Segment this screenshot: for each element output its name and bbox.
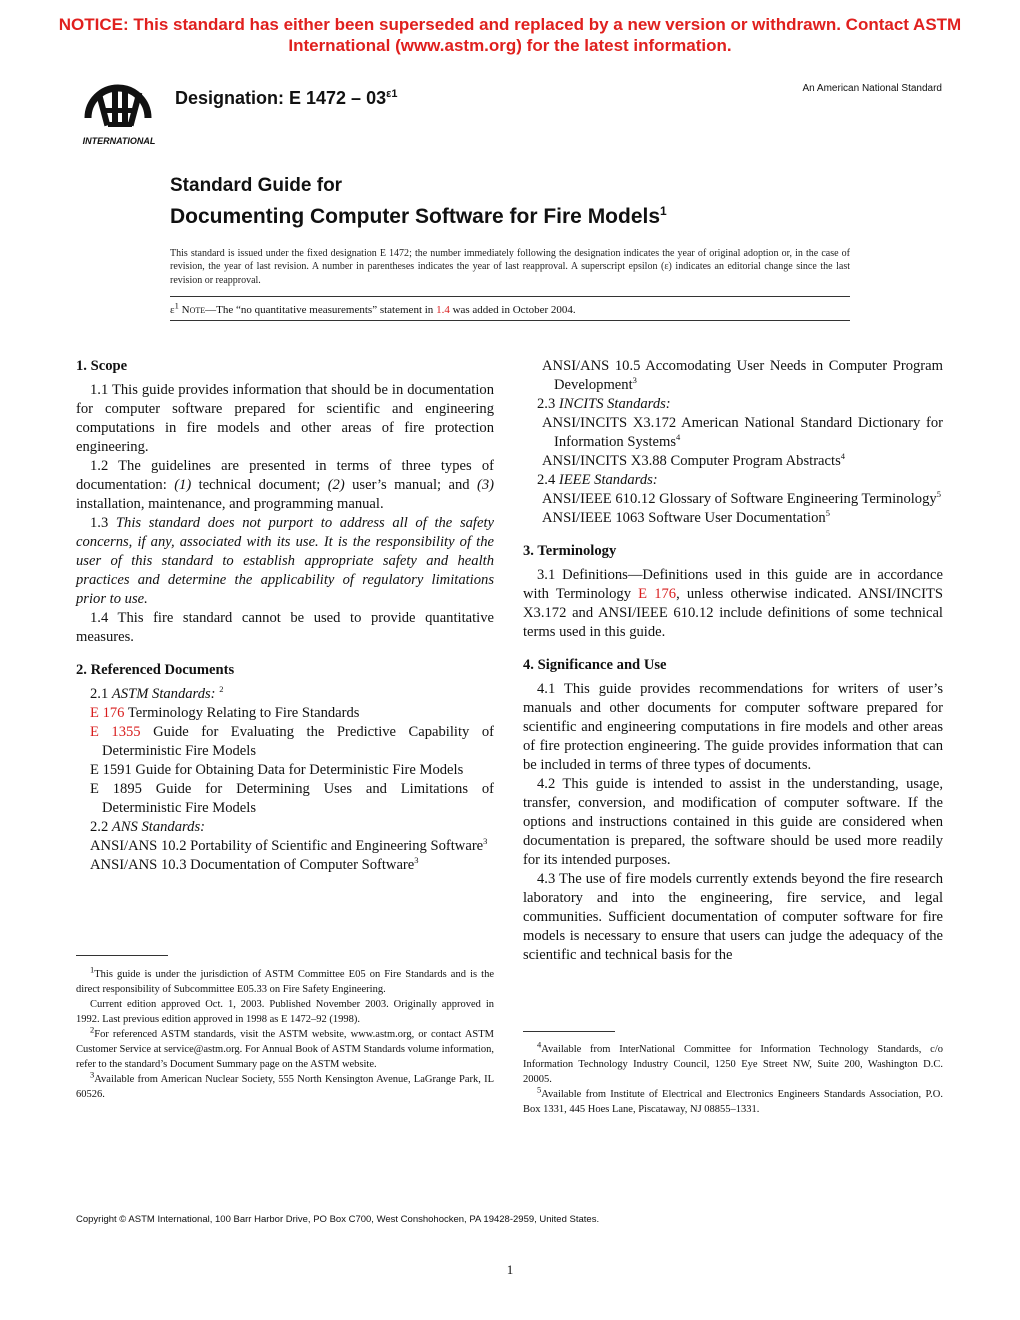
- footnote-text: For referenced ASTM standards, visit the ASTM website, www.astm.org, or contact ASTM Customer Service at service@astm.org. For Annual Book of ASTM Standards volume information, refer to the standard’s Document Summary page on the ASTM website.: [76, 1029, 494, 1070]
- paragraph-4-1: 4.1 This guide provides recommendations for writers of user’s manuals and other documents for computer software prepared for scientific and engineering computations in fire models and other areas of fire protection engineering. The guide provides information that can be included in terms of three types of documents.: [523, 681, 943, 773]
- paragraph-1-4: 1.4 This fire standard cannot be used to provide quantitative measures.: [76, 610, 494, 645]
- footnote-text: Available from InterNational Committee for Information Technology Standards, c/o Information Technology Industry Council, 1250 Eye Street NW, Suite 200, Washington D.C. 20005.: [523, 1044, 943, 1085]
- notice-line-2: International (www.astm.org) for the latest information.: [288, 36, 732, 55]
- issued-text-a: This standard is issued under the fixed designation: [170, 248, 380, 259]
- ans-standards-label: [76, 818, 494, 837]
- astm-logo: [78, 80, 160, 148]
- astm-standards-label: [76, 685, 494, 704]
- terminology-link[interactable]: E 176: [638, 586, 677, 602]
- footnote-ref: 3: [414, 855, 419, 866]
- note-label: Note: [181, 304, 206, 316]
- paragraph-1-3: [76, 514, 494, 609]
- ans-label: An American National Standard: [802, 83, 942, 94]
- footnote-number: 3: [90, 1069, 95, 1080]
- reference-text: ANSI/IEEE 610.12 Glossary of Software Engineering Terminology: [542, 491, 937, 507]
- epsilon-sup: 1: [174, 300, 179, 311]
- footnote-ref: 3: [483, 836, 488, 847]
- astm-label: ASTM Standards:: [111, 686, 216, 702]
- footnote-text: Available from Institute of Electrical and Electronics Engineers Standards Association, P.O. Box 1331, 445 Hoes Lane, Piscataway, NJ 08855–1331.: [523, 1089, 943, 1115]
- issued-designation: E 1472: [379, 248, 410, 259]
- reference-item: [523, 490, 943, 509]
- title-footnote-ref[interactable]: 1: [660, 204, 667, 218]
- p2-text: installation, maintenance, and programming manual.: [76, 496, 384, 512]
- ieee-standards-label: [523, 471, 943, 490]
- divider: [170, 320, 850, 321]
- right-column: [523, 357, 943, 965]
- footnote-ref: 4: [840, 451, 845, 462]
- copyright: Copyright © ASTM International, 100 Barr Harbor Drive, PO Box C700, West Conshohocken, PA 19428-2959, United States.: [76, 1214, 600, 1225]
- section-heading-terminology: 3. Terminology: [523, 543, 617, 559]
- section-heading-referenced: 2. Referenced Documents: [76, 662, 235, 678]
- divider: [170, 296, 850, 297]
- p2-text: technical document;: [191, 477, 328, 493]
- reference-link[interactable]: E 176: [90, 705, 125, 721]
- reference-text: ANSI/IEEE 1063 Software User Documentation: [542, 510, 826, 526]
- p-text: 3.1 Definitions—Definitions used in this guide are in accordance with Terminology: [523, 567, 943, 602]
- paragraph-1-2: [76, 457, 494, 514]
- title-text: Documenting Computer Software for Fire Models: [170, 205, 661, 228]
- p2-text: user’s manual; and: [344, 477, 477, 493]
- footnote-ref: 4: [676, 432, 681, 443]
- reference-item: [523, 414, 943, 452]
- footnote-number: 5: [537, 1084, 542, 1095]
- incits-num: 2.3: [537, 396, 559, 412]
- reference-text: ANSI/ANS 10.5 Accomodating User Needs in Computer Program Development: [542, 358, 943, 393]
- ans-num: 2.2: [90, 819, 112, 835]
- footnotes-right: [523, 1039, 943, 1117]
- reference-text: ANSI/ANS 10.3 Documentation of Computer Software: [90, 857, 415, 873]
- incits-standards-label: [523, 395, 943, 414]
- reference-item: [76, 723, 494, 761]
- note-text-a: —The “no quantitative measurements” statement in: [205, 304, 437, 316]
- left-column: [76, 357, 494, 875]
- p2-num: (2): [327, 477, 345, 493]
- reference-text: Guide for Evaluating the Predictive Capability of Deterministic Fire Models: [102, 724, 494, 759]
- reference-text: ANSI/INCITS X3.88 Computer Program Abstracts: [542, 453, 841, 469]
- title-line-2: [170, 198, 667, 230]
- epsilon-mark: ε: [170, 304, 175, 316]
- designation-label: Designation: E 1472 – 03: [175, 88, 387, 108]
- footnotes-left: [76, 964, 494, 1102]
- reference-item: [76, 704, 494, 723]
- p2-text: 1.2 The guidelines are presented in terms of three types of documentation:: [76, 458, 494, 493]
- section-heading-significance: 4. Significance and Use: [523, 657, 667, 673]
- footnote-number: 4: [537, 1039, 542, 1050]
- logo-text: INTERNATIONAL: [82, 136, 156, 146]
- title-line-1: Standard Guide for: [170, 175, 343, 196]
- reference-item: [523, 452, 943, 471]
- paragraph-3-1: [523, 566, 943, 642]
- p3-text: This standard does not purport to address all of the safety concerns, if any, associated with its use. It is the responsibility of the user of this standard to establish appropriate safety and health practices and determine the applicability of regulatory limitations prior to use.: [76, 515, 494, 607]
- reference-text: ANSI/INCITS X3.172 American National Standard Dictionary for Information Systems: [542, 415, 943, 450]
- astm-sup: 2: [219, 684, 224, 695]
- ieee-num: 2.4: [537, 472, 559, 488]
- p2-num: (3): [476, 477, 495, 493]
- paragraph-4-2: 4.2 This guide is intended to assist in the understanding, usage, transfer, conversion, and modification of computer software. If the options and instructions contained in this guide are considered when documentation is prepared, the software should be used more readily for its intended purposes.: [523, 776, 943, 868]
- withdrawal-notice: [40, 14, 980, 56]
- reference-item: E 1895 Guide for Determining Uses and Limitations of Deterministic Fire Models: [90, 781, 494, 816]
- issuance-statement: [170, 247, 850, 287]
- footnote-ref: 5: [825, 508, 830, 519]
- reference-item: [76, 837, 494, 856]
- reference-text: Terminology Relating to Fire Standards: [124, 705, 360, 721]
- footnote-divider: [523, 1031, 615, 1032]
- section-heading-scope: 1. Scope: [76, 358, 128, 374]
- reference-link[interactable]: E 1355: [90, 724, 141, 740]
- reference-text: ANSI/ANS 10.2 Portability of Scientific and Engineering Software: [90, 838, 484, 854]
- footnote-1: [76, 964, 494, 997]
- footnote-4: [523, 1039, 943, 1087]
- reference-item: [76, 856, 494, 875]
- ieee-label: IEEE Standards:: [558, 472, 658, 488]
- editorial-note: [170, 300, 850, 317]
- footnote-ref: 5: [936, 489, 941, 500]
- footnote-number: 2: [90, 1024, 95, 1035]
- footnote-2: [76, 1024, 494, 1072]
- notice-line-1: NOTICE: This standard has either been superseded and replaced by a new version or withdrawn. Contact ASTM: [58, 15, 962, 34]
- footnote-number: 1: [90, 964, 95, 975]
- footnote-ref: 3: [632, 375, 637, 386]
- footnote-text: This guide is under the jurisdiction of ASTM Committee E05 on Fire Standards and is the direct responsibility of Subcommittee E05.33 on Fire Safety Engineering.: [76, 969, 494, 995]
- designation-superscript: ε1: [386, 88, 398, 100]
- page-number: 1: [506, 1262, 514, 1277]
- footnote-divider: [76, 955, 168, 956]
- astm-num: 2.1: [90, 686, 112, 702]
- ans-label-text: ANS Standards:: [111, 819, 205, 835]
- p3-num: 1.3: [90, 515, 116, 531]
- note-link[interactable]: 1.4: [436, 304, 450, 316]
- footnote-5: [523, 1084, 943, 1117]
- incits-label: INCITS Standards:: [558, 396, 671, 412]
- paragraph-1-1: 1.1 This guide provides information that should be in documentation for computer software prepared for scientific and engineering computations in fire models and other areas of fire protection engineering.: [76, 382, 494, 455]
- issued-text-b: ; the number immediately following the designation indicates the year of original adoption or, in the case of revision, the year of last revision. A number in parentheses indicates the year of last reapproval. A superscript epsilon (ε) indicates an editorial change since the last revision or reapproval.: [170, 248, 851, 286]
- p2-num: (1): [174, 477, 192, 493]
- p-text: , unless otherwise indicated. ANSI/INCITS X3.172 and ANSI/IEEE 610.12 include definitions of some technical terms used in this guide.: [523, 586, 943, 640]
- paragraph-4-3: 4.3 The use of fire models currently extends beyond the fire research laboratory and into the engineering, fire service, and legal communities. Sufficient documentation of computer software for fire models is necessary to ensure that users can judge the adequacy of the scientific and technical basis for the: [523, 871, 943, 963]
- reference-item: [523, 357, 943, 395]
- footnote-3: [76, 1069, 494, 1102]
- footnote-text: Available from American Nuclear Society, 555 North Kensington Avenue, LaGrange Park, IL 60526.: [76, 1074, 494, 1100]
- reference-item: E 1591 Guide for Obtaining Data for Deterministic Fire Models: [90, 762, 464, 778]
- reference-item: [523, 509, 943, 528]
- note-text-b: was added in October 2004.: [449, 304, 576, 316]
- designation: [175, 88, 397, 109]
- footnote-1b: Current edition approved Oct. 1, 2003. Published November 2003. Originally approved in 1992. Last previous edition approved in 1998 as E 1472–92 (1998).: [76, 999, 494, 1025]
